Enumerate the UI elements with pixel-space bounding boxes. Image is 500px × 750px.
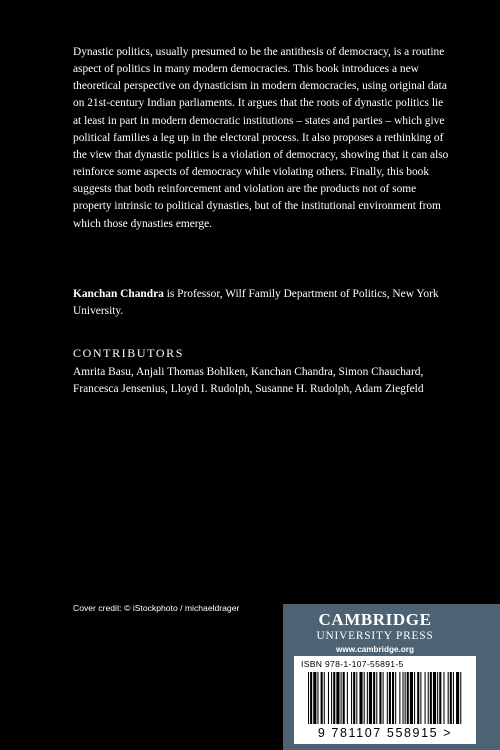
back-cover-blurb: Dynastic politics, usually presumed to be the antithesis of democracy, is a routine aspect of politics in many modern democracies. This book introduces a new theoretical perspective on dynasticism in modern democracies, using original data on 21st-century Indian parliaments. It argues that the roots of dynastic politics lie at least in part in modern democratic institutions – states and parties – which give political families a leg up in the electoral process. It also proposes a rethinking of the view that dynastic politics is a violation of democracy, showing that it can also reinforce some aspects of democracy while violating others. Finally, this book suggests that both reinforcement and violation are the products not of some property intrinsic to political dynasties, but of the institutional environment from which those dynasties emerge.	[73, 46, 449, 230]
author-name: Kanchan Chandra	[73, 288, 164, 300]
author-bio	[73, 286, 453, 320]
barcode-icon	[294, 672, 476, 726]
author-bio-text: is Professor, Wilf Family Department of Politics, New York University.	[73, 288, 439, 317]
publisher-logo-press: UNIVERSITY PRESS	[316, 630, 434, 642]
contributors-heading: CONTRIBUTORS	[73, 346, 184, 360]
barcode-box	[294, 656, 476, 744]
barcode-digits: 9 781107 558915 >	[317, 726, 453, 740]
publisher-logo-name: CAMBRIDGE	[318, 610, 432, 629]
publisher-website: www.cambridge.org	[336, 645, 414, 654]
cover-credit: Cover credit: © iStockphoto / michaeldrager	[73, 603, 240, 613]
isbn-label: ISBN 978-1-107-55891-5	[301, 659, 404, 669]
contributors-list: Amrita Basu, Anjali Thomas Bohlken, Kanchan Chandra, Simon Chauchard, Francesca Jensenius, Lloyd I. Rudolph, Susanne H. Rudolph, Adam Ziegfeld	[73, 366, 424, 395]
publisher-panel	[283, 604, 500, 750]
